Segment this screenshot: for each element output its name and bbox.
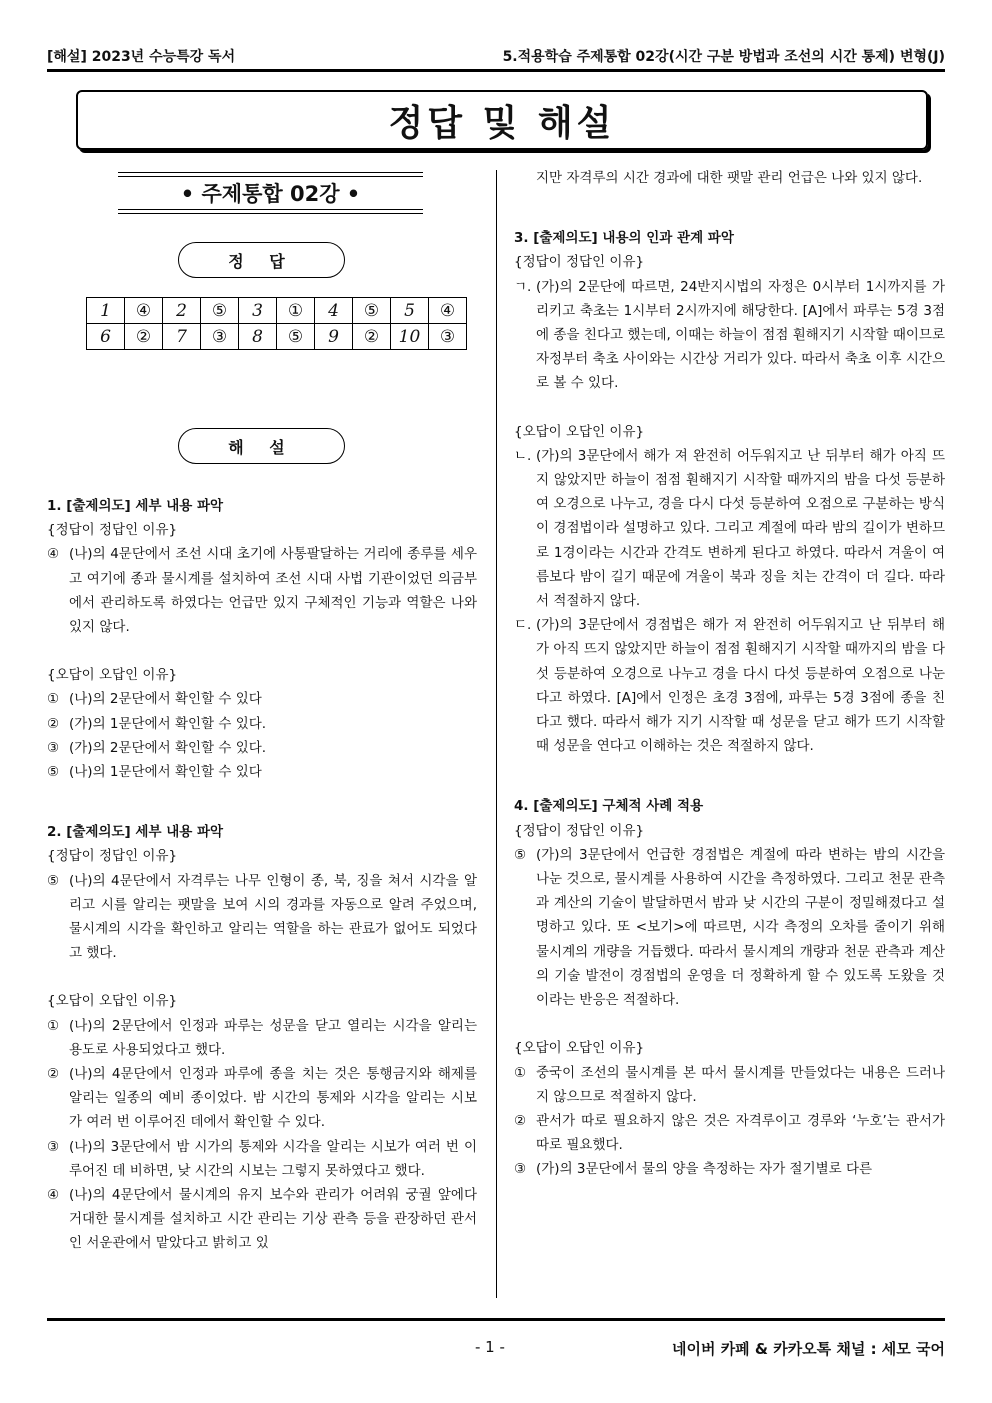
q1-wrong-item [47, 736, 477, 760]
item-text: 지만 자격루의 시간 경과에 대한 팻말 관리 언급은 나와 있지 않다. [536, 170, 923, 186]
answer-choice: ③ [201, 324, 239, 350]
q1-correct-item [47, 542, 477, 639]
q1-wrong-item [47, 760, 477, 784]
item-text: (가)의 3문단에서 해가 져 완전히 어두워지고 난 뒤부터 해가 아직 뜨지 않았지만 하늘이 점점 훤해지기 시작할 때까지의 밤을 다섯 등분하여 오경으로 나누고, 경을 다시 다섯 등분하여 오점으로 구분하는 방식이 경점법이라 설명하고 있다. 그리고 계절에 따라 밤의 길이가 변하므로 1경이라는 시간과 간격도 변하게 된다고 하였다. 따라서 겨울이 여름보다 밤이 길기 때문에 겨울이 북과 징을 치는 간격이 더 길다. 따라서 적절하지 않다. [536, 447, 945, 610]
continued-item [514, 166, 945, 190]
q3-wrong-item [514, 444, 945, 613]
q1-wrong-label: {오답이 오답인 이유} [47, 667, 178, 684]
question-number: 10 [391, 324, 429, 350]
q4-wrong-item [514, 1157, 945, 1181]
item-text: (나)의 4문단에서 물시계의 유지 보수와 관리가 어려워 궁궐 앞에다 거대한 물시계를 설치하고 시간 관리는 기상 관측 등을 관장하던 관서인 서운관에서 맡았다고 밝히고 있 [69, 1187, 477, 1252]
q4-wrong-label: {오답이 오답인 이유} [514, 1040, 645, 1057]
item-text: (나)의 2문단에서 확인할 수 있다 [69, 691, 262, 708]
q1-title: 1. [출제의도] 세부 내용 파악 [47, 498, 224, 514]
choice-mark: ② [514, 1112, 527, 1129]
q2-correct-item [47, 869, 477, 966]
item-text: (가)의 3문단에서 경점법은 해가 져 완전히 어두워지고 난 뒤부터 해가 아직 뜨지 않았지만 하늘이 점점 훤해지기 시작할 때까지의 밤을 다섯 등분하여 오경으로 나누고 경을 다시 다섯 등분하여 오점으로 나눈다고 하였다. [A]에서 인정은 초경 3점에, 파루는 5경 3점에 종을 친다고 했다. 따라서 해가 지기 시작할 때 성문을 닫고 해가 뜨기 시작할 때 성문을 연다고 이해하는 것은 적절하지 않다. [536, 617, 945, 755]
choice-mark: ⑤ [47, 764, 60, 781]
choice-mark: ② [47, 715, 60, 732]
choice-mark: ㄷ. [514, 617, 532, 634]
choice-mark: ⑤ [514, 846, 527, 863]
q4-correct-label: {정답이 정답인 이유} [514, 822, 645, 839]
answer-row [87, 298, 467, 324]
choice-mark: ㄴ. [514, 447, 532, 464]
right-column [514, 166, 945, 1182]
question-number: 1 [87, 298, 125, 324]
question-number: 5 [391, 298, 429, 324]
answer-choice: ① [277, 298, 315, 324]
question-number: 3 [239, 298, 277, 324]
answer-row [87, 324, 467, 350]
choice-mark: ③ [514, 1161, 527, 1178]
choice-mark: ② [47, 1066, 60, 1083]
q2-title: 2. [출제의도] 세부 내용 파악 [47, 824, 224, 841]
answer-choice: ⑤ [353, 298, 391, 324]
q1-wrong-item [47, 712, 477, 736]
item-text: (가)의 2문단에 따르면, 24반지시법의 자정은 0시부터 1시까지를 가리키고 축초는 1시부터 2시까지에 해당한다. [A]에서 파루는 5경 3점에 종을 친다고 했는데, 이때는 하늘이 점점 훤해지기 시작할 때이므로 자정부터 축초 사이와는 시간상 거리가 있다. 따라서 축초 이후 시간으로 볼 수 있다. [536, 278, 945, 392]
item-text: (나)의 4문단에서 인정과 파루에 종을 치는 것은 통행금지와 해제를 알리는 일종의 예비 종이었다. 밤 시간의 통제와 시각을 알리는 시보가 여러 번 이루어진 데에서 확인할 수 있다. [69, 1066, 477, 1131]
q2-wrong-item [47, 1183, 477, 1256]
answer-choice: ⑤ [277, 324, 315, 350]
item-text: (나)의 3문단에서 밤 시가의 통제와 시각을 알리는 시보가 여러 번 이루어진 데 비하면, 낮 시간의 시보는 그렇지 못하였다고 했다. [69, 1138, 477, 1179]
q3-correct-label: {정답이 정답인 이유} [514, 254, 645, 271]
item-text: (나)의 4문단에서 자격루는 나무 인형이 종, 북, 징을 쳐서 시각을 알리고 시를 알리는 팻말을 보여 시의 경과를 자동으로 알려 주었으며, 물시계의 시각을 확인하고 알리는 역할을 하는 관료가 없어도 되었다고 했다. [69, 872, 477, 962]
page-number: - 1 - [475, 1338, 505, 1356]
answer-choice: ⑤ [201, 298, 239, 324]
choice-mark: ① [47, 1017, 60, 1034]
q1-correct-label: {정답이 정답인 이유} [47, 522, 178, 539]
item-text: (가)의 1문단에서 확인할 수 있다. [69, 715, 267, 732]
q4-title: 4. [출제의도] 구체적 사례 적용 [514, 798, 704, 815]
footer-rule [47, 1318, 945, 1321]
item-text: (나)의 2문단에서 인정과 파루는 성문을 닫고 열리는 시각을 알리는 용도로 사용되었다고 했다. [69, 1017, 477, 1058]
q2-wrong-item [47, 1062, 477, 1135]
q2-wrong-item [47, 1135, 477, 1183]
q3-correct-item [514, 275, 945, 396]
item-text: 중국이 조선의 물시계를 본 따서 물시계를 만들었다는 내용은 드러나지 않으므로 적절하지 않다. [536, 1064, 945, 1105]
q4-wrong-item [514, 1061, 945, 1109]
header-rule [47, 69, 945, 72]
question-number: 6 [87, 324, 125, 350]
q3-title: 3. [출제의도] 내용의 인과 관계 파악 [514, 230, 734, 247]
choice-mark: ① [514, 1064, 527, 1081]
answer-choice: ③ [429, 324, 467, 350]
choice-mark: ④ [47, 546, 60, 563]
choice-mark: ④ [47, 1187, 60, 1204]
q2-wrong-item [47, 1014, 477, 1062]
choice-mark: ㄱ. [514, 278, 532, 295]
page-title: 정답 및 해설 [76, 90, 928, 150]
q2-wrong-label: {오답이 오답인 이유} [47, 993, 178, 1010]
item-text: (가)의 3문단에서 언급한 경점법은 계절에 따라 변하는 밤의 시간을 나눈 것으로, 물시계를 사용하여 시간을 측정하였다. 그리고 천문 관측과 계산의 기술이 발달하면서 밤과 낮 시간의 구분이 정밀해졌다고 설명하고 있다. 또 <보기>에 따르면, 시각 측정의 오차를 줄이기 위해 물시계의 개량을 거듭했다. 따라서 물시계의 개량과 천문 관측과 계산의 기술 발전이 경점법의 운영을 더 정확하게 할 수 있도록 도왔을 것이라는 반응은 적절하다. [536, 846, 945, 1009]
item-text: (가)의 2문단에서 확인할 수 있다. [69, 739, 267, 756]
q1-wrong-item [47, 687, 477, 711]
explanation-label: 해 설 [178, 428, 345, 464]
q2-correct-label: {정답이 정답인 이유} [47, 848, 178, 865]
question-number: 9 [315, 324, 353, 350]
answer-choice: ④ [125, 298, 163, 324]
column-divider [496, 170, 497, 1298]
question-number: 4 [315, 298, 353, 324]
choice-mark: ⑤ [47, 872, 60, 889]
item-text: 관서가 따로 필요하지 않은 것은 자격루이고 경루와 ‘누호’는 관서가 따로 필요했다. [536, 1112, 945, 1154]
page-header [47, 38, 945, 68]
footer-channel: 네이버 카페 & 카카오톡 채널 : 세모 국어 [672, 1340, 945, 1358]
answer-table [86, 297, 467, 350]
question-number: 2 [163, 298, 201, 324]
header-right: 5.적용학습 주제통합 02강(시간 구분 방법과 조선의 시간 통제) 변형(J) [502, 49, 945, 65]
item-text: (가)의 3문단에서 물의 양을 측정하는 자가 절기별로 다른 [536, 1161, 873, 1178]
answer-choice: ② [125, 324, 163, 350]
item-text: (나)의 4문단에서 조선 시대 초기에 사통팔달하는 거리에 종루를 세우고 여기에 종과 물시계를 설치하여 조선 시대 사법 기관이었던 의금부에서 관리하도록 하였다는 언급만 있지 구체적인 기능과 역할은 나와 있지 않다. [69, 546, 477, 636]
question-number: 8 [239, 324, 277, 350]
q3-wrong-item [514, 613, 945, 758]
answer-label: 정 답 [178, 242, 345, 278]
answer-choice: ④ [429, 298, 467, 324]
section-title: • 주제통합 02강 • [118, 172, 423, 214]
choice-mark: ① [47, 691, 60, 708]
q3-wrong-label: {오답이 오답인 이유} [514, 423, 645, 440]
choice-mark: ③ [47, 739, 60, 756]
q4-correct-item [514, 843, 945, 1012]
q4-wrong-item [514, 1109, 945, 1157]
header-left: [해설] 2023년 수능특강 독서 [47, 49, 236, 65]
answer-choice: ② [353, 324, 391, 350]
choice-mark: ③ [47, 1138, 60, 1155]
left-column [47, 494, 477, 1256]
question-number: 7 [163, 324, 201, 350]
item-text: (나)의 1문단에서 확인할 수 있다 [69, 764, 262, 781]
